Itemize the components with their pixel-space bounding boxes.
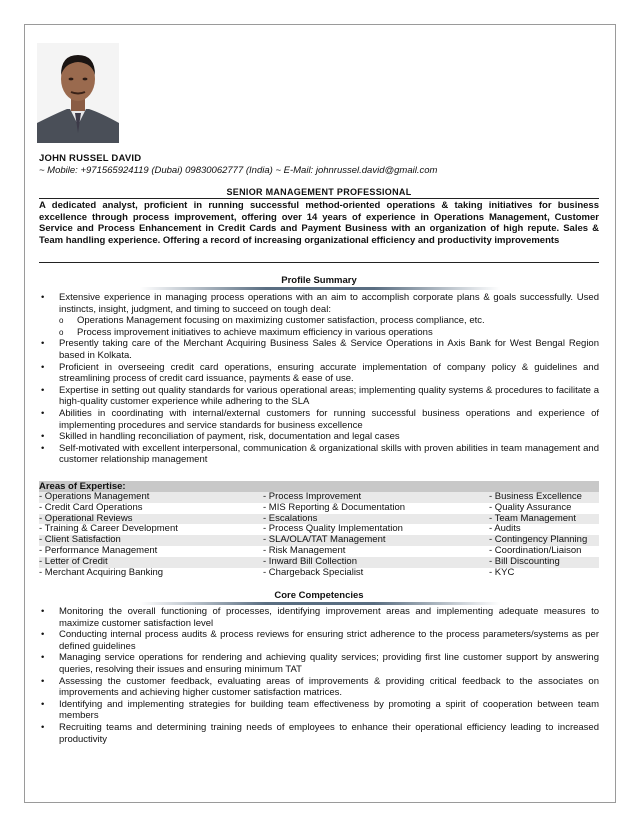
- table-row: - Operations Management - Process Improvement - Business Excellence: [39, 492, 599, 503]
- table-row: - Operational Reviews - Escalations - Team Management: [39, 514, 599, 525]
- table-row: - Letter of Credit - Inward Bill Collection - Bill Discounting: [39, 557, 599, 568]
- table-row: - Merchant Acquiring Banking - Chargeback Specialist - KYC: [39, 566, 515, 578]
- section-title-core-competencies: Core Competencies: [274, 590, 364, 601]
- contact-line: ~ Mobile: +971565924119 (Dubai) 09830062777 (India) ~ E-Mail: johnrussel.david@gmail.com: [39, 165, 438, 176]
- list-item: • Identifying and implementing strategies for building team effectiveness by promoting a spirit of cooperation between team members: [39, 699, 599, 722]
- table-row: - Training & Career Development - Process Quality Implementation - Audits: [39, 523, 521, 535]
- intro-paragraph: A dedicated analyst, proficient in running successful method-oriented operations & taking initiatives for business excellence through process improvement, offering over 14 years of experience in Operations Management, Customer Service and Process Enhancement in Credit Cards and Payment Business with an organization of high repute. Sales & Team handling experience. Offering a record of increasing organizational efficiency and productivity improvements: [39, 200, 599, 246]
- list-item: • Expertise in setting out quality standards for various operational areas; implementing quality systems & procedures to facilitate a high-quality customer experience while adhering to the SLA: [39, 385, 599, 408]
- expertise-table: [39, 492, 599, 578]
- candidate-name: JOHN RUSSEL DAVID: [39, 153, 142, 164]
- list-item: • Proficient in overseeing credit card operations, ensuring accurate implementation of company policy & guidelines and streamlining process of credit card issuance, payments & ease of use.: [39, 362, 599, 385]
- list-item: • Abilities in coordinating with internal/external customers for running successful business operations and experience of implementing procedures and service standards for business excellence: [39, 408, 599, 431]
- section-divider: [140, 602, 500, 605]
- section-divider: [140, 287, 500, 290]
- headline-rule-top: [39, 198, 599, 199]
- list-item: • Monitoring the overall functioning of processes, identifying improvement areas and implementing adequate measures to maximize customer satisfaction level: [39, 606, 599, 629]
- table-row: - Credit Card Operations - MIS Reporting & Documentation - Quality Assurance: [39, 501, 572, 513]
- list-item: • Extensive experience in managing process operations with an aim to accomplish corporate plans & goals successfully. Used instincts, insight, judgment, and timing to succeed on tough deal: o Operations Management focusing on maximizing customer satisfaction, process compliance, etc. o Process improvement initiatives to achieve maximum efficiency in various operations: [39, 292, 599, 338]
- expertise-header: Areas of Expertise:: [39, 481, 599, 492]
- list-item: • Managing service operations for rendering and achieving quality services; providing first line customer support by answering queries, resolving their issues and ensuring minimum TAT: [39, 652, 599, 675]
- list-item: • Recruiting teams and determining training needs of employees to enhance their operational efficiency leading to increased productivity: [39, 722, 599, 745]
- sub-list-item: o Operations Management focusing on maximizing customer satisfaction, process compliance, etc.: [59, 315, 599, 327]
- table-row: - Client Satisfaction - SLA/OLA/TAT Management - Contingency Planning: [39, 535, 599, 546]
- profile-photo: [37, 43, 119, 143]
- section-title-profile-summary: Profile Summary: [281, 275, 357, 286]
- list-item: • Conducting internal process audits & process reviews for ensuring strict adherence to the process parameters/systems as per defined guidelines: [39, 629, 599, 652]
- list-item: • Self-motivated with excellent interpersonal, communication & organizational skills with proven abilities in team management and customer relationship management: [39, 443, 599, 466]
- list-item: • Skilled in handling reconciliation of payment, risk, documentation and legal cases: [39, 431, 599, 443]
- headline-title: SENIOR MANAGEMENT PROFESSIONAL: [226, 187, 412, 197]
- sub-list: [59, 315, 599, 338]
- sub-list-item: o Process improvement initiatives to achieve maximum efficiency in various operations: [59, 327, 599, 339]
- table-row: - Performance Management - Risk Management - Coordination/Liaison: [39, 544, 582, 556]
- core-competencies-list: [39, 606, 599, 745]
- headline-rule-bottom: [39, 262, 599, 263]
- list-item: • Assessing the customer feedback, evaluating areas of improvements & providing critical feedback to the associates on improvements and achieving higher customer satisfaction matrices.: [39, 676, 599, 699]
- profile-summary-list: [39, 292, 599, 466]
- list-item: • Presently taking care of the Merchant Acquiring Business Sales & Service Operations in Axis Bank for West Bengal Region based in Kolkata.: [39, 338, 599, 361]
